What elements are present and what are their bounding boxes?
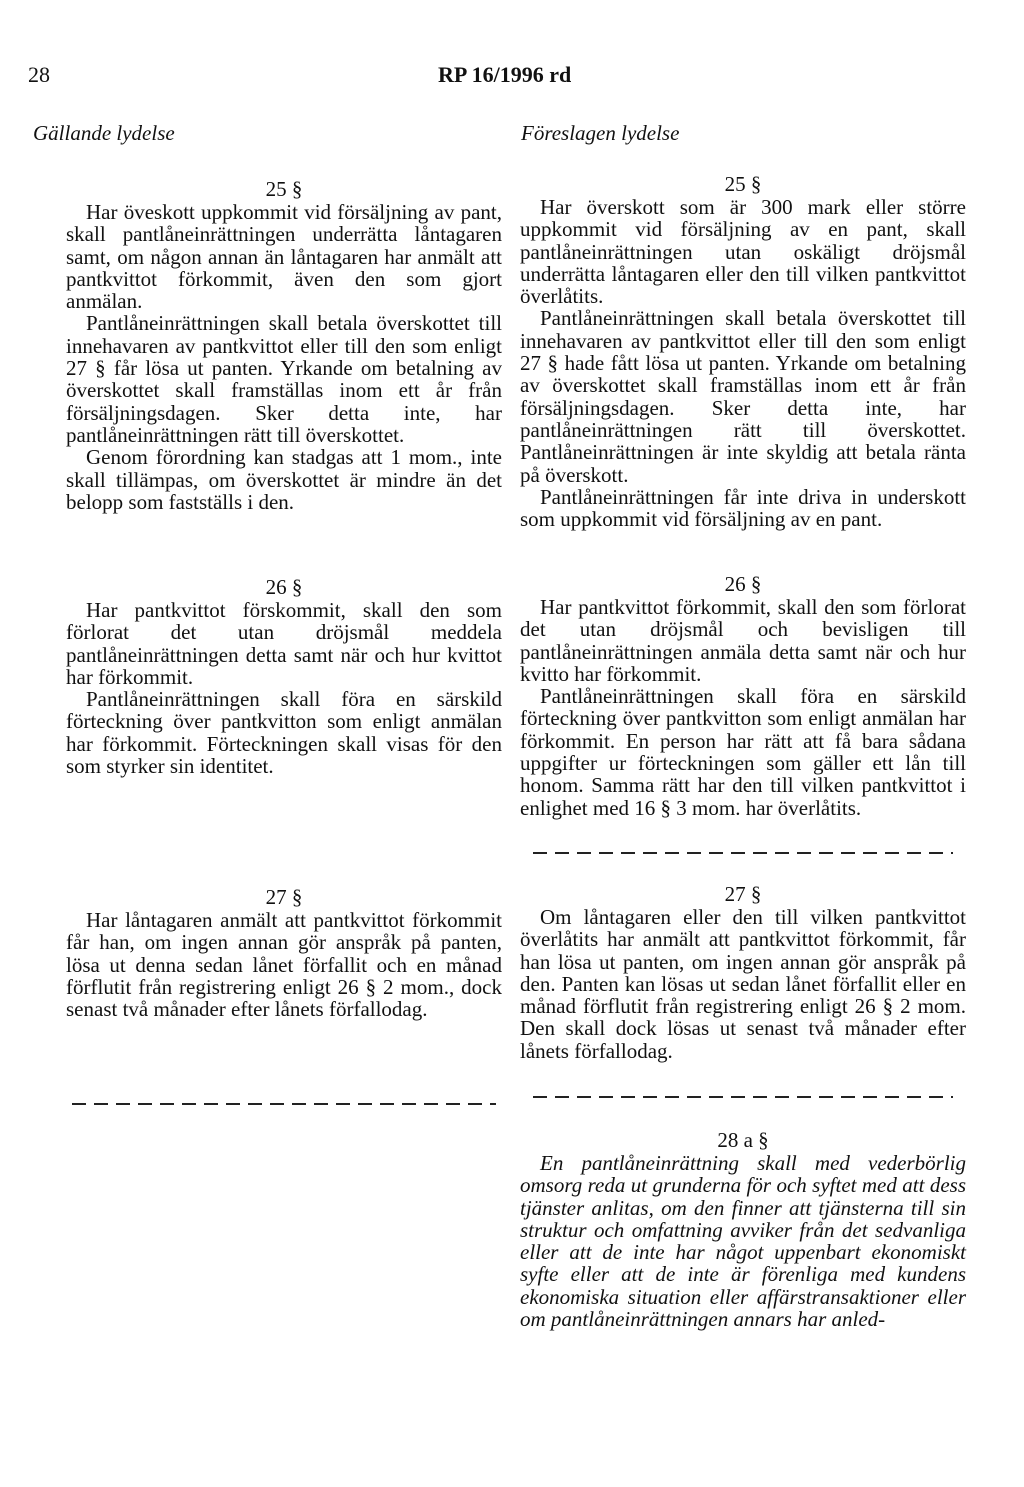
paragraph: Har låntagaren anmält att pantkvittot förkommit får han, om ingen annan gör anspråk på panten, lösa ut denna sedan lånet förfallit och en månad förflutit från registrering enligt 26 § 2 mom., dock senast två månader efter lånets förfallodag. — [66, 908, 502, 1022]
page-number: 28 — [28, 62, 50, 87]
section-divider — [72, 1103, 496, 1105]
section-divider — [533, 852, 953, 854]
paragraph: Har pantkvittot förskommit, skall den som förlorat det utan dröjsmål meddela pantlåneinrättningen detta samt när och hur kvittot har förkommit. — [66, 598, 502, 689]
paragraph: Pantlåneinrättningen skall föra en särskild förteckning över pantkvitton som enligt anmälan har förkommit. En person har rätt att få bara sådana uppgifter ur förteckningen som gäller ett lån till honom. Samma rätt har den till vilken pantkvittot i enlighet med 16 § 3 mom. har överlåtits. — [520, 684, 966, 820]
paragraph: Pantlåneinrättningen skall föra en särskild förteckning över pantkvitton som enligt anmälan har förkommit. Förteckningen skall visas för den som styrker sin identitet. — [66, 687, 502, 779]
paragraph: Genom förordning kan stadgas att 1 mom., inte skall tillämpas, om överskottet är mindre än det belopp som fastställs i den. — [66, 445, 502, 514]
section-number: 27 § — [724, 882, 762, 906]
section-number: 26 § — [265, 575, 303, 599]
section-number: 28 a § — [717, 1128, 769, 1152]
right-section-26 — [520, 572, 966, 819]
left-section-27 — [66, 885, 502, 1020]
paragraph: Pantlåneinrättningen får inte driva in underskott som uppkommit vid försäljning av en pant. — [520, 484, 966, 532]
left-section-25 — [66, 177, 502, 513]
right-section-28a — [520, 1128, 966, 1330]
left-section-26 — [66, 575, 502, 777]
paragraph: Om låntagaren eller den till vilken pantkvittot överlåtits har anmält att pantkvittot förkommit, får han lösa ut panten, om ingen annan gör anspråk på den. Panten kan lösas ut sedan lånet förfallit eller en månad förflutit från registrering enligt 26 § 2 mom. Den skall dock lösas ut senast två månader efter lånets förfallodag. — [520, 905, 966, 1063]
section-number: 27 § — [265, 885, 303, 909]
section-divider — [533, 1096, 953, 1098]
paragraph: Pantlåneinrättningen skall betala överskottet till innehavaren av pantkvittot eller till den som enligt 27 § får lösa ut panten. Yrkande om betalning av överskottet skall framställas inom ett år från försäljningsdagen. Sker detta inte, har pantlåneinrättningen rätt till överskottet. — [66, 311, 502, 447]
paragraph: Pantlåneinrättningen skall betala överskottet till innehavaren av pantkvittot eller till den som enligt 27 § hade fått lösa ut panten. Yrkande om betalning av överskottet skall framställas inom ett år från försäljningsdagen. Sker detta inte, har pantlåneinrättningen rätt till överskottet. Pantlåneinrättningen är inte skyldig att betala ränta på överskott. — [520, 306, 966, 487]
running-head: RP 16/1996 rd — [438, 62, 572, 87]
section-number: 26 § — [724, 572, 762, 596]
paragraph: Har överskott som är 300 mark eller större uppkommit vid försäljning av en pant, skall pantlåneinrättningen utan oskäligt dröjsmål underrätta låntagaren eller den till vilken pantkvittot överlåtits. — [520, 195, 966, 309]
paragraph: En pantlåneinrättning skall med vederbörlig omsorg reda ut grunderna för och syftet med att dess tjänster anlitas, om den finner att tjänsterna till sin struktur och omfattning avviker från det sedvanliga eller att de inte har något uppenbart ekonomiskt syfte eller att de inte är förenliga med kundens ekonomiska situation eller affärstransaktioner eller om pantlåneinrättningen annars har anled- — [520, 1151, 966, 1332]
section-number: 25 § — [265, 177, 303, 201]
right-section-27 — [520, 882, 966, 1062]
left-column-heading: Gällande lydelse — [33, 121, 175, 145]
paragraph: Har pantkvittot förkommit, skall den som förlorat det utan dröjsmål och bevisligen till pantlåneinrättningen anmäla detta samt när och hur kvitto har förkommit. — [520, 595, 966, 686]
right-column-heading: Föreslagen lydelse — [521, 121, 680, 145]
section-number: 25 § — [724, 172, 762, 196]
paragraph: Har öveskott uppkommit vid försäljning av pant, skall pantlåneinrättningen underrätta låntagaren samt, om någon annan än låntagaren har anmält att pantkvittot förkommit, även den som gjort anmälan. — [66, 200, 502, 314]
right-section-25 — [520, 172, 966, 530]
